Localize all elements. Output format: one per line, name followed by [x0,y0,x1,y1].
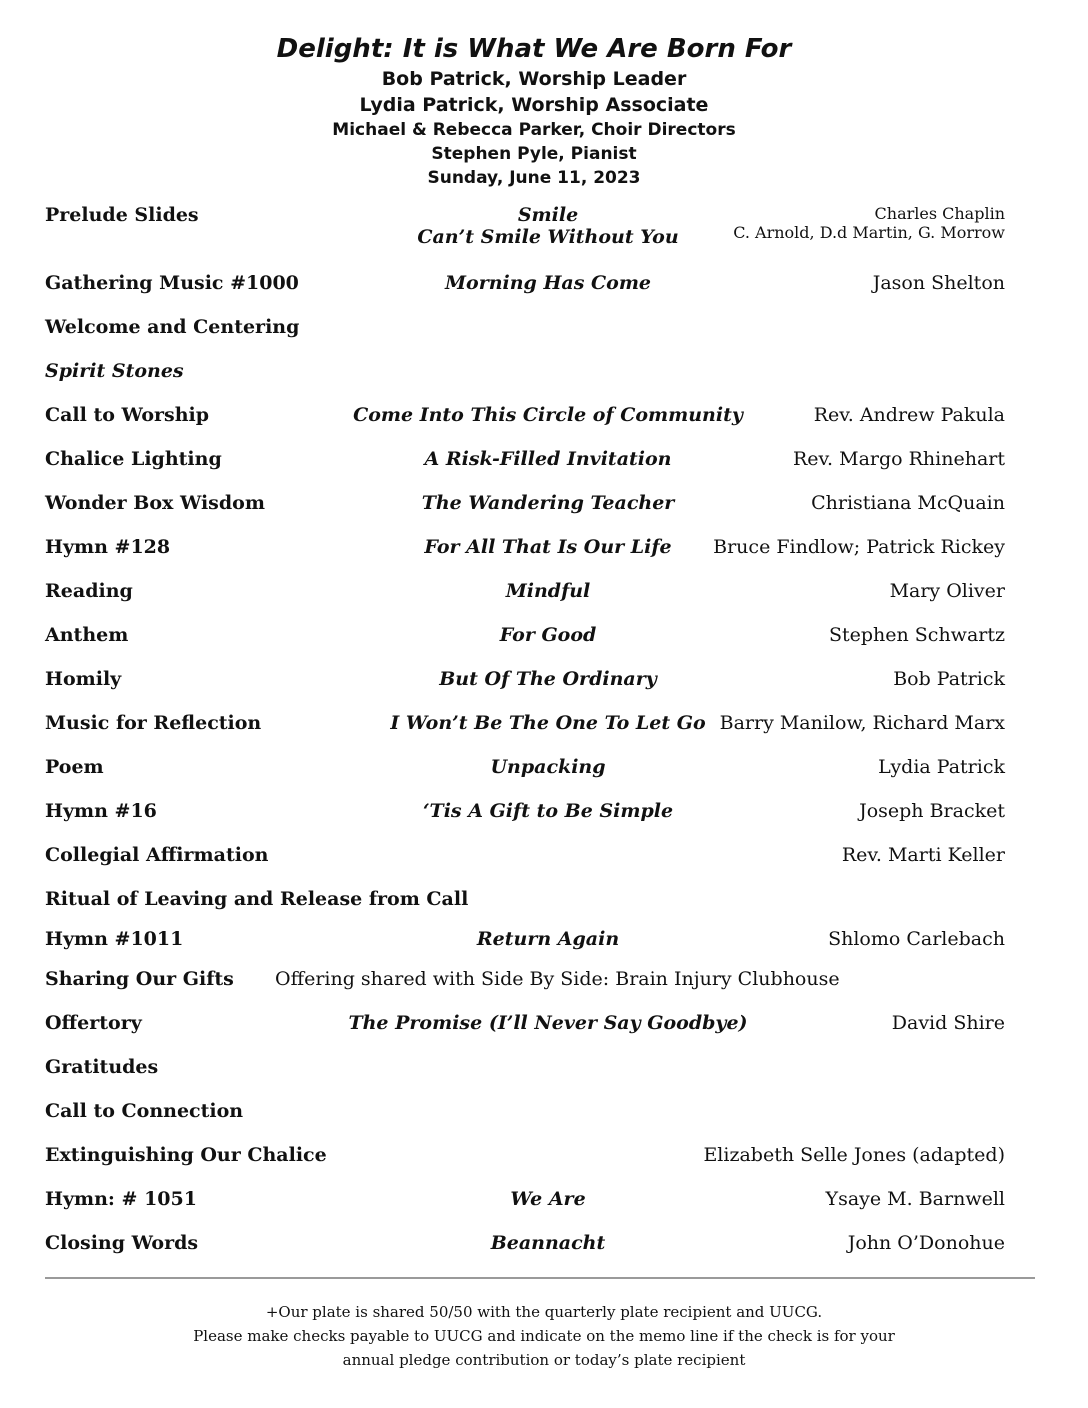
program-item-spirit-stones [45,360,1005,404]
footer-line: Please make checks payable to UUCG and indicate on the memo line if the check is for your [193,1327,895,1345]
program-item-label: Prelude Slides [45,204,199,226]
program-item-credit: Bob Patrick [893,668,1005,690]
program-item-label: Welcome and Centering [45,316,300,338]
program-item-credit: Bruce Findlow; Patrick Rickey [713,536,1005,558]
program-item-label: Wonder Box Wisdom [45,492,265,514]
order-of-service-list [45,204,1005,1276]
program-item-label: Hymn #1011 [45,928,184,950]
program-item-label: Music for Reflection [45,712,262,734]
program-item-title: But Of The Ordinary [439,668,657,690]
program-item-label: Extinguishing Our Chalice [45,1144,327,1166]
program-item-label: Ritual of Leaving and Release from Call [45,888,469,910]
program-item-reading [45,580,1005,624]
program-item-prelude-slides [45,204,1005,272]
program-item-credit: Christiana McQuain [811,492,1005,514]
program-item-call-to-worship [45,404,1005,448]
program-item-credit: Joseph Bracket [859,800,1005,822]
program-item-title: Unpacking [490,756,606,778]
program-item-credit: Lydia Patrick [878,756,1005,778]
program-item-label: Reading [45,580,133,602]
program-item-title: The Wandering Teacher [421,492,675,514]
program-item-credit: David Shire [891,1012,1005,1034]
program-item-call-to-connection [45,1100,1005,1144]
program-item-label: Spirit Stones [45,360,184,382]
program-item-hymn-1051 [45,1188,1005,1232]
program-item-title: Can’t Smile Without You [417,226,679,248]
program-item-sharing-our-gifts [45,968,1005,1012]
service-title: Delight: It is What We Are Born For [276,34,792,64]
program-item-welcome [45,316,1005,360]
program-item-credit: Stephen Schwartz [828,624,1005,646]
program-item-title: Smile [517,204,579,226]
program-item-extinguishing-chalice [45,1144,1005,1188]
program-item-title: I Won’t Be The One To Let Go [390,712,706,734]
program-item-ritual-of-leaving [45,888,1005,928]
choir-directors-line: Michael & Rebecca Parker, Choir Directors [332,120,736,140]
program-item-label: Hymn #16 [45,800,157,822]
program-item-title: Return Again [476,928,620,950]
program-item-title: Morning Has Come [444,272,652,294]
program-item-credit: Shlomo Carlebach [828,928,1005,950]
program-item-credit: C. Arnold, D.d Martin, G. Morrow [733,223,1005,242]
program-item-credits [733,204,1005,242]
footer-line: annual pledge contribution or today’s plate recipient [342,1351,746,1369]
offering-footer [0,1300,1088,1372]
program-item-title: ‘Tis A Gift to Be Simple [422,800,674,822]
program-item-label: Hymn: # 1051 [45,1188,197,1210]
program-item-credit: Elizabeth Selle Jones (adapted) [703,1144,1005,1166]
program-item-label: Sharing Our Gifts [45,968,234,990]
worship-associate-line: Lydia Patrick, Worship Associate [359,94,709,116]
program-item-music-for-reflection [45,712,1005,756]
program-item-title: For Good [499,624,597,646]
program-item-credit: Rev. Margo Rhinehart [793,448,1005,470]
program-item-gathering-music [45,272,1005,316]
program-item-hymn-16 [45,800,1005,844]
program-item-title: Beannacht [490,1232,606,1254]
program-item-label: Offertory [45,1012,142,1034]
footer-divider [45,1277,1035,1279]
program-item-credit: John O’Donohue [847,1232,1005,1254]
program-item-homily [45,668,1005,712]
program-item-title: A Risk-Filled Invitation [424,448,672,470]
program-item-credit: Rev. Marti Keller [841,844,1005,866]
program-item-poem [45,756,1005,800]
program-item-label: Homily [45,668,122,690]
program-item-label: Hymn #128 [45,536,171,558]
program-item-credit: Charles Chaplin [874,204,1005,223]
program-item-wonder-box [45,492,1005,536]
program-item-label: Closing Words [45,1232,199,1254]
order-of-service-header [0,32,1068,190]
program-item-title: Mindful [505,580,591,602]
footer-line: +Our plate is shared 50/50 with the quarterly plate recipient and UUCG. [265,1303,823,1321]
program-item-title: Come Into This Circle of Community [353,404,743,426]
program-item-title: For All That Is Our Life [424,536,672,558]
program-item-chalice-lighting [45,448,1005,492]
program-item-credit: Mary Oliver [889,580,1005,602]
program-item-credit: Rev. Andrew Pakula [813,404,1005,426]
program-item-anthem [45,624,1005,668]
program-item-title: We Are [510,1188,586,1210]
program-item-closing-words [45,1232,1005,1276]
program-item-label: Anthem [45,624,129,646]
program-item-label: Collegial Affirmation [45,844,269,866]
program-item-hymn-1011 [45,928,1005,968]
program-item-label: Poem [45,756,104,778]
program-item-title: The Promise (I’ll Never Say Goodbye) [348,1012,748,1034]
program-item-label: Gratitudes [45,1056,159,1078]
pianist-line: Stephen Pyle, Pianist [431,144,637,164]
program-item-titles [417,204,678,248]
offering-note: Offering shared with Side By Side: Brain Injury Clubhouse [275,968,840,990]
program-item-offertory [45,1012,1005,1056]
program-item-label: Chalice Lighting [45,448,222,470]
program-item-label: Call to Worship [45,404,210,426]
program-item-credit: Barry Manilow, Richard Marx [719,712,1005,734]
program-item-collegial-affirmation [45,844,1005,888]
program-item-gratitudes [45,1056,1005,1100]
program-item-label: Gathering Music #1000 [45,272,299,294]
program-item-hymn-128 [45,536,1005,580]
worship-leader-line: Bob Patrick, Worship Leader [381,68,687,90]
program-item-credit: Ysaye M. Barnwell [825,1188,1005,1210]
program-item-label: Call to Connection [45,1100,244,1122]
service-date: Sunday, June 11, 2023 [427,168,641,188]
program-item-credit: Jason Shelton [872,272,1005,294]
